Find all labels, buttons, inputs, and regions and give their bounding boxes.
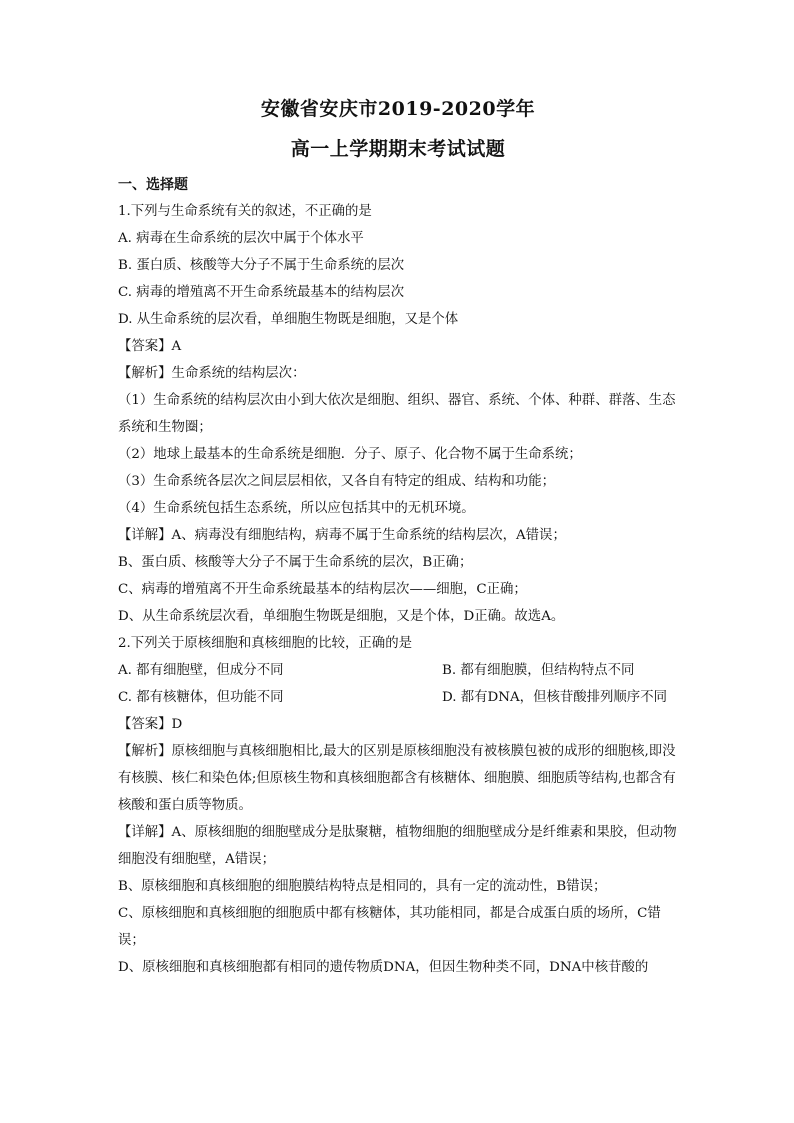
question-1-answer: 【答案】A	[118, 339, 182, 354]
question-1-stem: 1.下列与生命系统有关的叙述，不正确的是	[118, 204, 372, 219]
question-2-detail-d: D、原核细胞和真核细胞都有相同的遗传物质DNA，但因生物种类不同，DNA中核苷酸的	[118, 960, 649, 975]
question-1-option-d: D. 从生命系统的层次看，单细胞生物既是细胞，又是个体	[118, 312, 459, 327]
question-1-option-a: A. 病毒在生命系统的层次中属于个体水平	[118, 231, 364, 246]
question-1-detail-d: D、从生命系统层次看，单细胞生物既是细胞，又是个体，D正确。故选A。	[118, 609, 565, 624]
question-1-analysis-point-4: （4）生命系统包括生态系统，所以应包括其中的无机环境。	[118, 501, 475, 516]
question-1-analysis-point-3: （3）生命系统各层次之间层层相依，又各自有特定的组成、结构和功能；	[118, 474, 556, 489]
question-1-option-b: B. 蛋白质、核酸等大分子不属于生命系统的层次	[118, 258, 405, 273]
question-2-answer: 【答案】D	[118, 717, 183, 732]
question-2-option-b: B. 都有细胞膜，但结构特点不同	[442, 663, 635, 678]
question-1-option-c: C. 病毒的增殖离不开生命系统最基本的结构层次	[118, 285, 405, 300]
question-2-stem: 2.下列关于原核细胞和真核细胞的比较，正确的是	[118, 636, 412, 651]
question-2-option-a: A. 都有细胞壁，但成分不同	[118, 663, 284, 678]
document-title-line2: 高一上学期期末考试试题	[290, 138, 506, 160]
question-2-detail-b: B、原核细胞和真核细胞的细胞膜结构特点是相同的，具有一定的流动性，B错误；	[118, 879, 607, 894]
question-1-detail-c: C、病毒的增殖离不开生命系统最基本的结构层次——细胞，C正确；	[118, 582, 527, 597]
question-2-analysis: 【解析】原核细胞与真核细胞相比,最大的区别是原核细胞没有被核膜包被的成形的细胞核,即没有核膜、核仁和染色体;但原核生物和真核细胞都含有核糖体、细胞膜、细胞质等结构,也都含有核酸和蛋白质等物质。	[118, 744, 676, 813]
question-1-analysis-point-1: （1）生命系统的结构层次由小到大依次是细胞、组织、器官、系统、个体、种群、群落、生态系统和生物圈；	[118, 393, 676, 435]
document-title-line1: 安徽省安庆市2019-2020学年	[260, 98, 536, 120]
question-1-detail-b: B、蛋白质、核酸等大分子不属于生命系统的层次，B正确；	[118, 555, 473, 570]
question-2-options-row-2	[118, 684, 678, 711]
question-2-detail-c: C、原核细胞和真核细胞的细胞质中都有核糖体，其功能相同，都是合成蛋白质的场所，C错误；	[118, 906, 661, 948]
question-1-detail-a: 【详解】A、病毒没有细胞结构，病毒不属于生命系统的结构层次，A错误；	[118, 528, 566, 543]
question-1-analysis-title: 【解析】生命系统的结构层次：	[118, 366, 306, 381]
question-1-analysis-point-2: （2）地球上最基本的生命系统是细胞．分子、原子、化合物不属于生命系统；	[118, 447, 582, 462]
question-2-detail-a: 【详解】A、原核细胞的细胞壁成分是肽聚糖，植物细胞的细胞壁成分是纤维素和果胶，但动物细胞没有细胞壁，A错误；	[118, 825, 677, 867]
section-heading: 一、选择题	[118, 177, 188, 193]
question-2-option-c: C. 都有核糖体，但功能不同	[118, 690, 284, 705]
question-2-options-row-1	[118, 657, 678, 684]
document-page	[118, 96, 678, 981]
question-2-option-d: D. 都有DNA，但核苷酸排列顺序不同	[442, 690, 667, 705]
